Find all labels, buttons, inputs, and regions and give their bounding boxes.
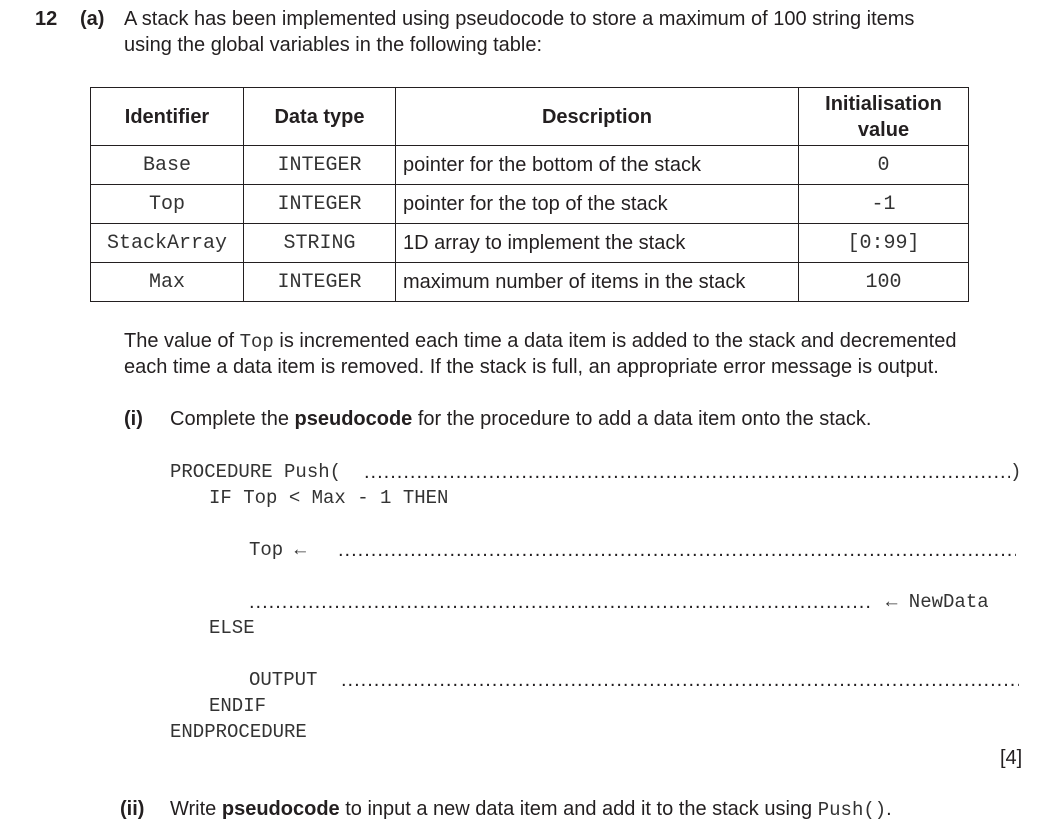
cell-description: pointer for the bottom of the stack [396,146,799,185]
table-row [91,185,969,224]
marks-allocation: [4] [1000,747,1023,769]
table-header-row [91,88,969,146]
header-initialisation-value: Initialisation value [799,88,969,146]
question-intro-line-1: A stack has been implemented using pseudocode to store a maximum of 100 string items [124,8,915,30]
cell-init: -1 [799,185,969,224]
cell-type: INTEGER [244,263,396,302]
table-row [91,224,969,263]
code-close-paren: ) [1010,461,1022,483]
part-i-text: Complete the pseudocode for the procedure to add a data item onto the stack. [170,408,872,430]
question-number: 12 [35,8,58,30]
code-endprocedure: ENDPROCEDURE [170,721,307,743]
explanation-line-2: each time a data item is removed. If the stack is full, an appropriate error message is output. [124,356,939,378]
cell-type: INTEGER [244,185,396,224]
header-identifier: Identifier [91,88,244,146]
question-intro-line-2: using the global variables in the following table: [124,34,543,56]
inline-code-top: Top [239,331,274,353]
code-else: ELSE [209,617,255,639]
cell-type: STRING [244,224,396,263]
cell-type: INTEGER [244,146,396,185]
cell-description: maximum number of items in the stack [396,263,799,302]
answer-line-error-message[interactable] [341,669,1019,692]
code-newdata: ← NewData [886,591,989,613]
code-if-line: IF Top < Max - 1 THEN [209,487,449,509]
cell-identifier: Top [91,185,244,224]
part-ii-label: (ii) [120,798,145,820]
cell-init: [0:99] [799,224,969,263]
cell-identifier: Max [91,263,244,302]
part-i-label: (i) [124,408,143,430]
global-variables-table [90,87,969,302]
answer-line-stack-assign[interactable] [249,591,873,614]
answer-line-parameters[interactable] [364,461,1010,484]
answer-line-top-increment[interactable] [338,539,1016,562]
question-part: (a) [80,8,105,30]
code-output: OUTPUT [249,669,318,691]
code-top-assign: Top ← [249,539,307,561]
cell-description: pointer for the top of the stack [396,185,799,224]
cell-identifier: StackArray [91,224,244,263]
cell-init: 100 [799,263,969,302]
table-row [91,263,969,302]
part-ii-text: Write pseudocode to input a new data item and add it to the stack using Push(). [170,798,892,821]
code-procedure-header: PROCEDURE Push( [170,461,342,483]
header-data-type: Data type [244,88,396,146]
table-row [91,146,969,185]
explanation-line-1: The value of Top is incremented each time a data item is added to the stack and decremented [124,330,957,353]
cell-init: 0 [799,146,969,185]
cell-description: 1D array to implement the stack [396,224,799,263]
header-description: Description [396,88,799,146]
inline-code-push: Push() [817,799,887,821]
code-endif: ENDIF [209,695,267,717]
cell-identifier: Base [91,146,244,185]
